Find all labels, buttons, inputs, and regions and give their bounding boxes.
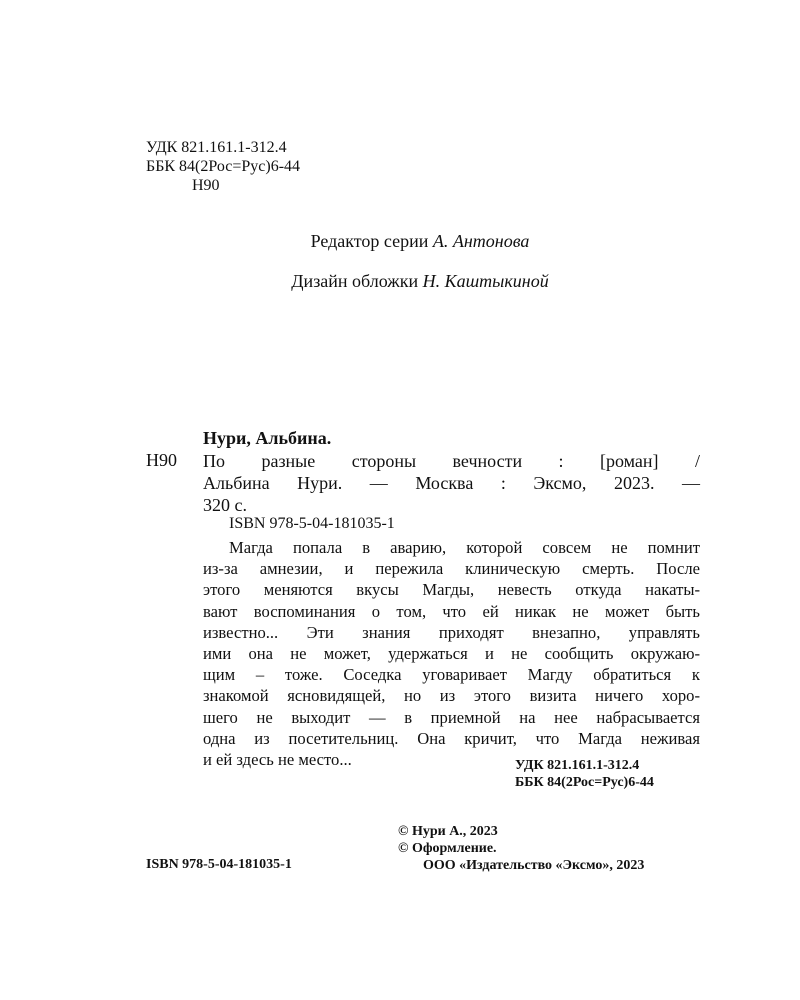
copyright-author: © Нури А., 2023 (398, 824, 498, 839)
footer-classification (515, 757, 654, 791)
annotation (203, 537, 700, 770)
biblio-line: 320 с. (203, 495, 247, 515)
record-isbn: ISBN 978-5-04-181035-1 (229, 515, 395, 532)
copyright-block (398, 823, 644, 874)
editor-name: А. Антонова (432, 231, 530, 251)
designer-credit (0, 271, 800, 292)
annotation-line: Магда попала в аварию, которой совсем не помнит (229, 538, 700, 557)
biblio-line: Альбина Нури. — Москва : Эксмо, 2023. — (203, 473, 700, 493)
copyright-design: © Оформление. (398, 841, 497, 856)
udk-code: УДК 821.161.1-312.4 (146, 139, 287, 156)
designer-label: Дизайн обложки (291, 271, 419, 291)
author-sign: Н90 (192, 177, 220, 194)
designer-name: Н. Каштыкиной (422, 271, 549, 291)
annotation-line: щим – тоже. Соседка уговаривает Магду обратиться к (203, 665, 700, 685)
annotation-line: и ей здесь не место... (203, 750, 352, 770)
footer-isbn: ISBN 978-5-04-181035-1 (146, 857, 292, 872)
annotation-line: ими она не может, удержаться и не сообщить окружаю- (203, 644, 700, 664)
annotation-line: из-за амнезии, и пережила клиническую смерть. После (203, 559, 700, 579)
biblio-line: По разные стороны вечности : [роман] / (203, 451, 700, 471)
annotation-line: знакомой ясновидящей, но из этого визита ничего хоро- (203, 686, 700, 706)
footer-bbk: ББК 84(2Рос=Рус)6-44 (515, 775, 654, 790)
annotation-line: шего не выходит — в приемной на нее набрасывается (203, 707, 700, 727)
bibliographic-description (203, 450, 700, 516)
annotation-line: одна из посетительниц. Она кричит, что Магда неживая (203, 728, 700, 748)
footer-udk: УДК 821.161.1-312.4 (515, 758, 640, 773)
annotation-line: вают воспоминания о том, что ей никак не может быть (203, 601, 700, 621)
record-code: Н90 (146, 450, 177, 470)
editor-label: Редактор серии (310, 231, 429, 251)
editor-credit (0, 231, 800, 252)
classification-block (146, 138, 300, 195)
annotation-line: известно... Эти знания приходят внезапно, управлять (203, 622, 700, 642)
annotation-line: этого меняются вкусы Магды, невесть откуда накаты- (203, 580, 700, 600)
bbk-code: ББК 84(2Рос=Рус)6-44 (146, 158, 301, 175)
copyright-publisher: ООО «Издательство «Эксмо», 2023 (423, 858, 645, 873)
author-heading: Нури, Альбина. (203, 428, 332, 448)
